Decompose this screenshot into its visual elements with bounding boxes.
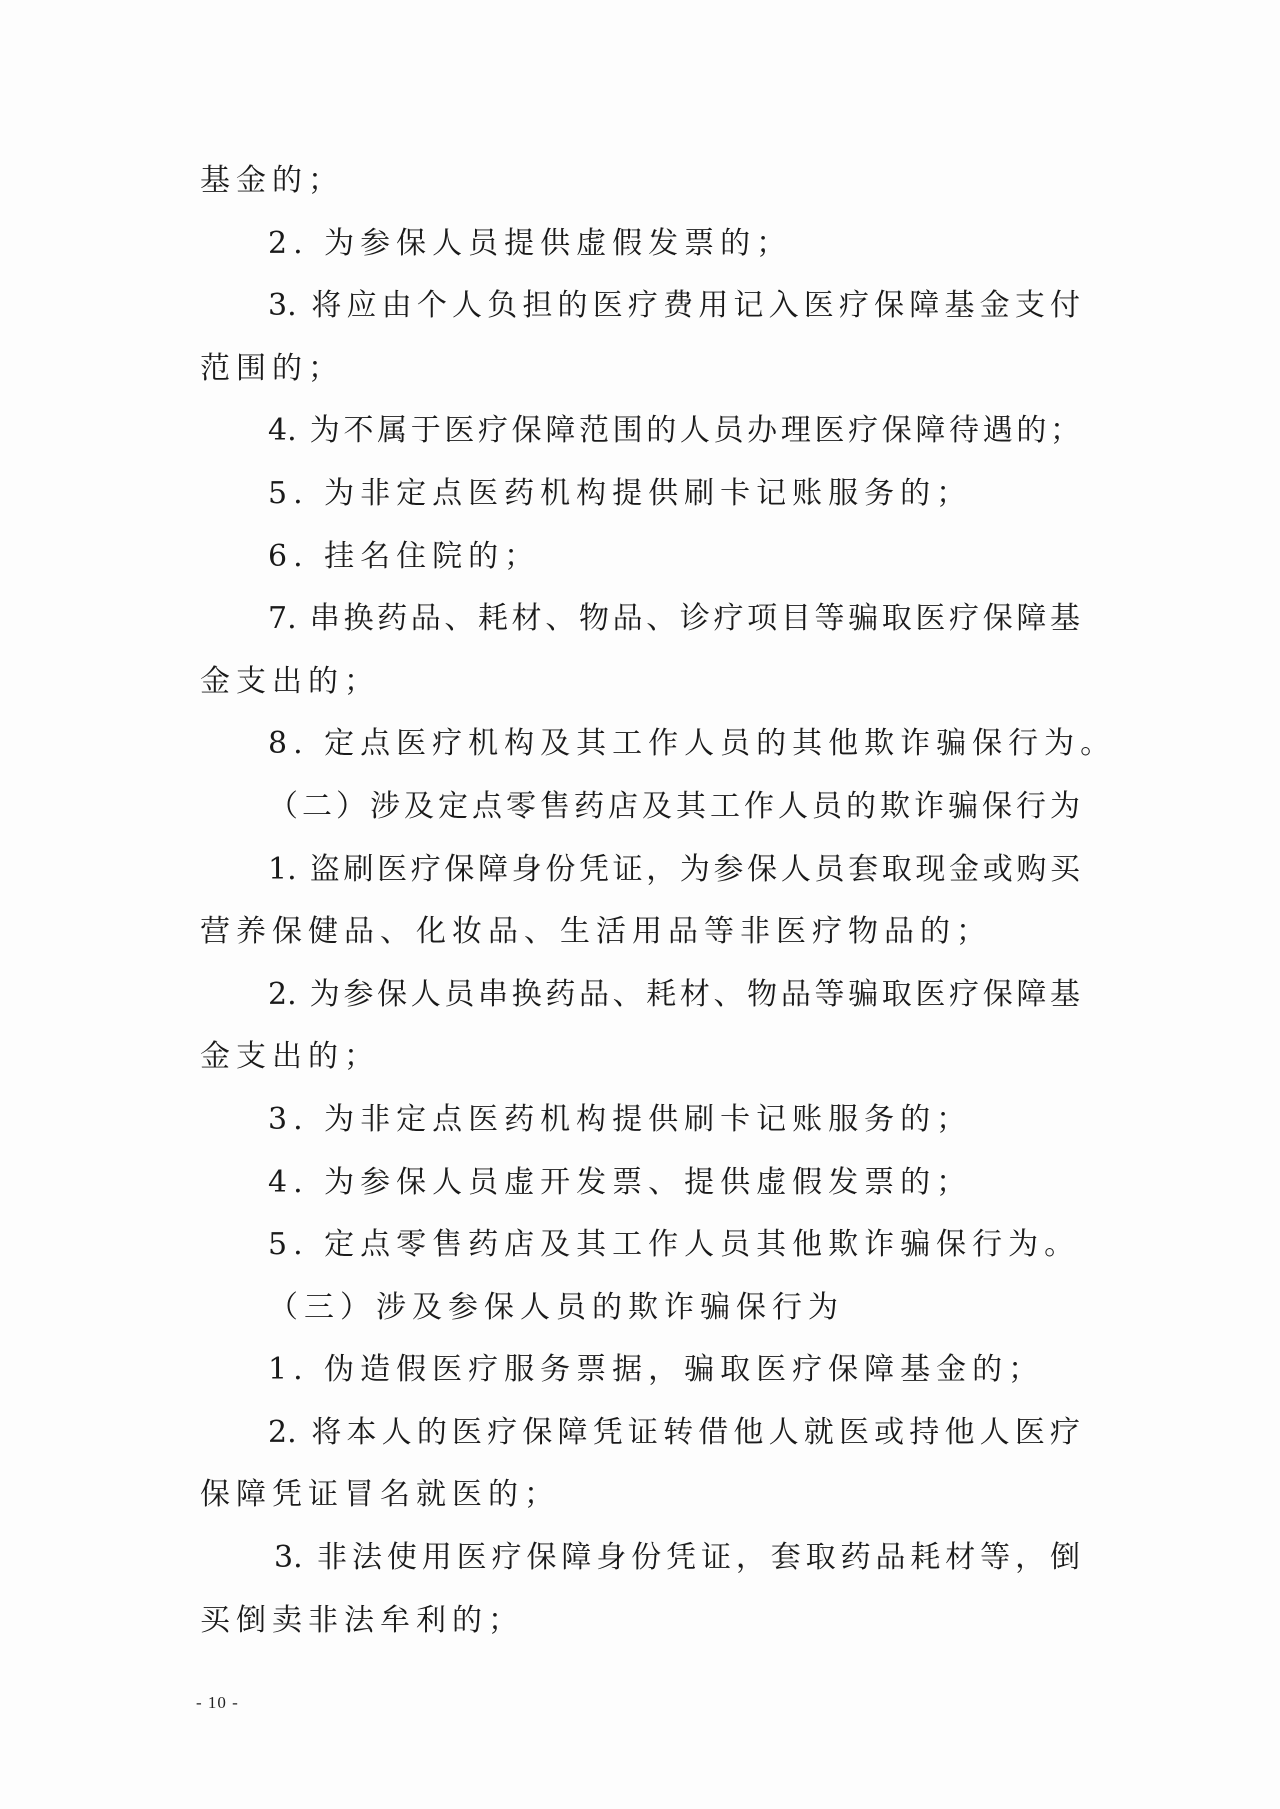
text-line: 2. 为参保人员提供虚假发票的； bbox=[268, 225, 793, 261]
text-line: 买倒卖非法牟利的； bbox=[200, 1602, 524, 1638]
section-heading: （三）涉及参保人员的欺诈骗保行为 bbox=[268, 1289, 844, 1325]
text-line: 金支出的； bbox=[200, 1039, 380, 1075]
text-line: 4. 为参保人员虚开发票、提供虚假发票的； bbox=[268, 1164, 973, 1200]
text-line: 5. 定点零售药店及其工作人员其他欺诈骗保行为。 bbox=[268, 1227, 1081, 1263]
text-line: 2. 为参保人员串换药品、耗材、物品等骗取医疗保障基 bbox=[268, 976, 1080, 1012]
text-line: 1. 伪造假医疗服务票据，骗取医疗保障基金的； bbox=[268, 1352, 1045, 1388]
text-line: 3. 非法使用医疗保障身份凭证，套取药品耗材等，倒 bbox=[274, 1540, 1080, 1576]
text-line: 范围的； bbox=[200, 350, 344, 386]
section-heading: （二）涉及定点零售药店及其工作人员的欺诈骗保行为 bbox=[268, 788, 1080, 824]
text-line: 金支出的； bbox=[200, 663, 380, 699]
text-line: 5. 为非定点医药机构提供刷卡记账服务的； bbox=[268, 475, 973, 511]
text-line: 1. 盗刷医疗保障身份凭证，为参保人员套取现金或购买 bbox=[268, 851, 1080, 887]
page-number: - 10 - bbox=[196, 1693, 239, 1712]
text-line: 基金的； bbox=[200, 163, 344, 198]
text-line: 3. 将应由个人负担的医疗费用记入医疗保障基金支付 bbox=[268, 288, 1080, 324]
text-line: 3. 为非定点医药机构提供刷卡记账服务的； bbox=[268, 1101, 973, 1137]
body-text bbox=[200, 150, 1117, 1652]
text-line: 6. 挂名住院的； bbox=[268, 538, 541, 574]
text-line: 2. 将本人的医疗保障凭证转借他人就医或持他人医疗 bbox=[268, 1414, 1080, 1450]
text-line: 8. 定点医疗机构及其工作人员的其他欺诈骗保行为。 bbox=[268, 726, 1117, 762]
text-line: 保障凭证冒名就医的； bbox=[200, 1477, 560, 1513]
text-line: 营养保健品、化妆品、生活用品等非医疗物品的； bbox=[200, 914, 992, 950]
text-line: 4. 为不属于医疗保障范围的人员办理医疗保障待遇的； bbox=[268, 413, 1080, 449]
text-line: 7. 串换药品、耗材、物品、诊疗项目等骗取医疗保障基 bbox=[268, 601, 1080, 637]
